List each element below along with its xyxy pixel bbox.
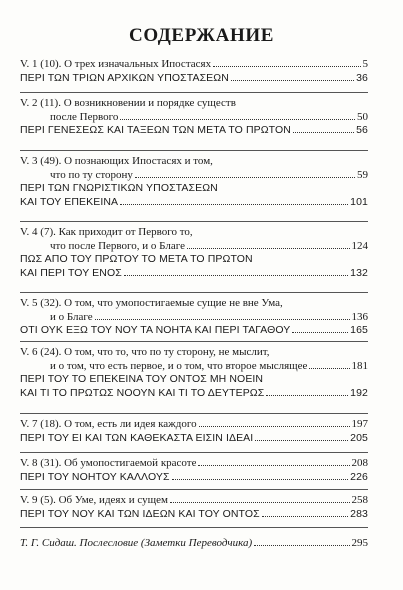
toc-line-russian xyxy=(50,169,368,182)
toc-line-text: и о том, что есть первое, и о том, что второе мыслящее xyxy=(50,359,308,372)
toc-line-russian xyxy=(20,97,368,110)
toc-line-text: V. 6 (24). О том, что то, что по ту сторону, не мыслит, xyxy=(20,346,270,358)
toc-line-greek xyxy=(20,373,368,386)
toc-line-greek xyxy=(20,196,368,209)
dot-leader xyxy=(199,426,350,427)
toc-line-afterword xyxy=(20,537,368,550)
section-divider xyxy=(20,489,368,490)
toc-line-text: ΠΕΡΙ ΤΟΥ ΤΟ ΕΠΕΚΕΙΝΑ ΤΟΥ ΟΝΤΟΣ ΜΗ ΝΟΕΙΝ xyxy=(20,373,264,386)
dot-leader xyxy=(187,248,350,249)
section-divider xyxy=(20,292,368,293)
toc-line-text: ΠΩΣ ΑΠΟ ΤΟΥ ΠΡΩΤΟΥ ΤΟ ΜΕΤΑ ΤΟ ΠΡΩΤΟΝ xyxy=(20,253,253,266)
toc-line-text: что по ту сторону xyxy=(50,168,133,181)
toc-line-text: ΚΑΙ ΤΟΥ ΕΠΕΚΕΙΝΑ xyxy=(20,195,119,208)
page-number: 192 xyxy=(350,386,368,399)
dot-leader xyxy=(231,80,354,81)
dot-leader xyxy=(120,119,355,120)
toc-line-russian xyxy=(20,226,368,239)
page-number: 36 xyxy=(356,71,368,84)
toc-line-greek xyxy=(20,432,368,445)
dot-leader xyxy=(254,545,349,546)
dot-leader xyxy=(198,465,349,466)
page-number: 208 xyxy=(351,457,368,469)
toc-line-russian xyxy=(20,346,368,359)
page-number: 50 xyxy=(357,110,368,123)
section-divider xyxy=(20,413,368,414)
toc-line-russian xyxy=(50,111,368,124)
section-divider xyxy=(20,452,368,453)
toc-line-text: ΚΑΙ ΤΙ ΤΟ ΠΡΩΤΩΣ ΝΟΟΥΝ ΚΑΙ ΤΙ ΤΟ ΔΕΥΤΕΡΩΣ xyxy=(20,386,265,399)
dot-leader xyxy=(172,479,349,480)
toc-line-greek xyxy=(20,72,368,85)
toc-line-russian xyxy=(50,240,368,253)
toc-line-russian xyxy=(20,297,368,310)
dot-leader xyxy=(124,275,348,276)
toc-line-text: ΠΕΡΙ ΤΩΝ ΓΝΩΡΙΣΤΙΚΩΝ ΥΠΟΣΤΑΣΕΩΝ xyxy=(20,182,218,195)
toc-line-text: V. 8 (31). Об умопостигаемой красоте xyxy=(20,457,197,469)
toc-line-text: V. 7 (18). О том, есть ли идея каждого xyxy=(20,418,197,430)
dot-leader xyxy=(95,319,350,320)
toc-line-text: ΠΕΡΙ ΤΟΥ ΝΟΥ ΚΑΙ ΤΩΝ ΙΔΕΩΝ ΚΑΙ ΤΟΥ ΟΝΤΟΣ xyxy=(20,507,260,520)
toc-line-text: ΠΕΡΙ ΤΟΥ ΕΙ ΚΑΙ ΤΩΝ ΚΑΘΕΚΑΣΤΑ ΕΙΣΙΝ ΙΔΕΑΙ xyxy=(20,431,254,444)
toc-line-russian xyxy=(20,457,368,470)
toc-line-text: что после Первого, и о Благе xyxy=(50,239,185,252)
toc-line-text: Т. Г. Сидаш. Послесловие (Заметки Переводчика) xyxy=(20,537,253,549)
toc-line-greek xyxy=(20,253,368,266)
page-number: 197 xyxy=(351,418,368,430)
toc-line-greek xyxy=(20,508,368,521)
page-number: 165 xyxy=(350,324,368,337)
page-number: 226 xyxy=(350,470,368,483)
toc-line-greek xyxy=(20,124,368,137)
toc-line-greek xyxy=(20,182,368,195)
dot-leader xyxy=(255,440,348,441)
toc-line-text: и о Благе xyxy=(50,310,93,323)
page-number: 136 xyxy=(351,310,368,323)
section-divider xyxy=(20,221,368,222)
toc-line-text: ΚΑΙ ΠΕΡΙ ΤΟΥ ΕΝΟΣ xyxy=(20,266,122,279)
toc-line-text: V. 2 (11). О возникновении и порядке существ xyxy=(20,97,236,109)
dot-leader xyxy=(262,516,348,517)
page-number: 101 xyxy=(350,195,368,208)
toc-line-russian xyxy=(50,360,368,373)
toc-line-greek xyxy=(20,387,368,400)
toc-line-russian xyxy=(50,311,368,324)
toc-line-greek xyxy=(20,324,368,337)
toc-line-text: ΠΕΡΙ ΤΟΥ ΝΟΗΤΟΥ ΚΑΛΛΟΥΣ xyxy=(20,470,170,483)
dot-leader xyxy=(266,395,348,396)
page-number: 295 xyxy=(351,537,368,549)
toc-line-russian xyxy=(20,155,368,168)
toc-line-russian xyxy=(20,58,368,71)
page-number: 59 xyxy=(357,168,368,181)
dot-leader xyxy=(309,368,349,369)
toc-line-text: V. 4 (7). Как приходит от Первого то, xyxy=(20,226,193,238)
page-number: 258 xyxy=(351,494,368,506)
dot-leader xyxy=(135,177,355,178)
dot-leader xyxy=(170,502,350,503)
toc-line-text: ΠΕΡΙ ΤΩΝ ΤΡΙΩΝ ΑΡΧΙΚΩΝ ΥΠΟΣΤΑΣΕΩΝ xyxy=(20,71,229,84)
page-number: 124 xyxy=(351,239,368,252)
toc-line-text: V. 3 (49). О познающих Ипостасях и том, xyxy=(20,155,213,167)
toc-line-greek xyxy=(20,267,368,280)
toc-line-text: после Первого xyxy=(50,110,119,123)
page-title: СОДЕРЖАНИЕ xyxy=(129,25,274,46)
page-number: 132 xyxy=(350,266,368,279)
toc-line-text: V. 1 (10). О трех изначальных Ипостасях xyxy=(20,58,212,70)
dot-leader xyxy=(292,332,348,333)
page-number: 283 xyxy=(350,507,368,520)
toc-line-russian xyxy=(20,494,368,507)
toc-line-text: V. 9 (5). Об Уме, идеях и сущем xyxy=(20,494,168,506)
page-number: 5 xyxy=(362,58,368,70)
toc-line-greek xyxy=(20,471,368,484)
toc-line-russian xyxy=(20,418,368,431)
page-number: 56 xyxy=(356,124,368,137)
toc-line-text: ΠΕΡΙ ΓΕΝΕΣΕΩΣ ΚΑΙ ΤΑΞΕΩΝ ΤΩΝ ΜΕΤΑ ΤΟ ΠΡΩΤΟΝ xyxy=(20,124,291,137)
section-divider xyxy=(20,92,368,93)
section-divider xyxy=(20,341,368,342)
section-divider xyxy=(20,527,368,528)
dot-leader xyxy=(120,204,348,205)
section-divider xyxy=(20,150,368,151)
dot-leader xyxy=(293,132,354,133)
toc-line-text: V. 5 (32). О том, что умопостигаемые сущие не вне Ума, xyxy=(20,297,283,309)
page-number: 205 xyxy=(350,431,368,444)
page-number: 181 xyxy=(351,359,368,372)
toc-line-text: ΟΤΙ ΟΥΚ ΕΞΩ ΤΟΥ ΝΟΥ ΤΑ ΝΟΗΤΑ ΚΑΙ ΠΕΡΙ ΤΑΓΑΘΟΥ xyxy=(20,324,291,337)
dot-leader xyxy=(213,66,360,67)
